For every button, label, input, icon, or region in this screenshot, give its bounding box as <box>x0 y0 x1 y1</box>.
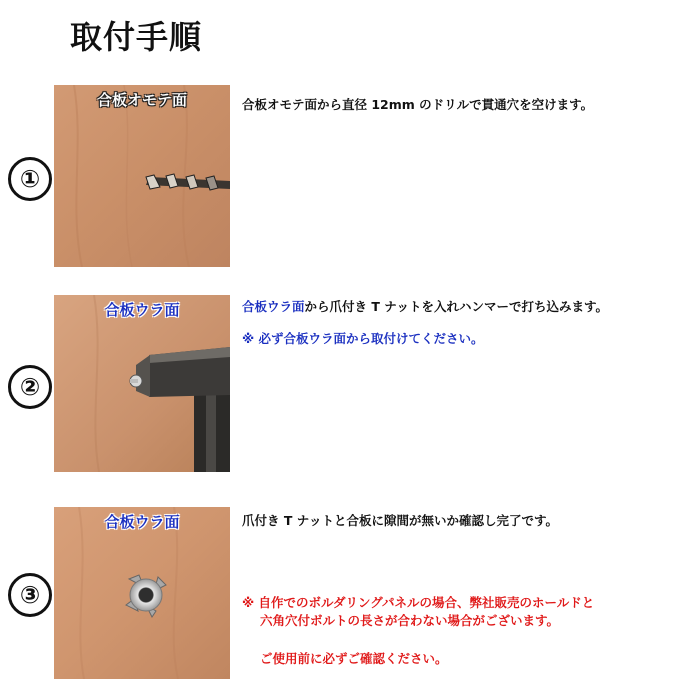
step-2-highlight: 合板ウラ面 <box>242 299 305 314</box>
step-3-instruction: 爪付き T ナットと合板に隙間が無いか確認し完了です。 <box>242 513 558 528</box>
step-2-number: ② <box>8 365 52 409</box>
step-2-instruction <box>242 298 694 316</box>
step-1-photo-label: 合板オモテ面 <box>96 91 187 109</box>
hammer-photo <box>54 295 230 472</box>
step-3-warning-line2: 六角穴付ボルトの長さが合わない場合がございます。 <box>260 613 560 628</box>
step-3-photo <box>54 507 230 679</box>
step-1-photo <box>54 85 230 267</box>
step-3-warning-line1: ※ 自作でのボルダリングパネルの場合、弊社販売のホールドと <box>242 595 595 610</box>
t-nut-icon <box>130 375 142 387</box>
installed-t-nut-photo <box>54 507 230 679</box>
step-3-photo-label: 合板ウラ面 <box>104 513 180 531</box>
step-3-number: ③ <box>8 573 52 617</box>
step-2-text: から爪付き T ナットを入れハンマーで打ち込みます。 <box>304 299 608 314</box>
step-1-instruction: 合板オモテ面から直径 12mm のドリルで貫通穴を空けます。 <box>242 97 594 112</box>
page-title: 取付手順 <box>70 18 203 56</box>
step-3-warning-line3: ご使用前に必ずご確認ください。 <box>260 651 448 666</box>
step-2-note: ※ 必ず合板ウラ面から取付けてください。 <box>242 331 484 346</box>
step-1-number: ① <box>8 157 52 201</box>
step-2-photo-label: 合板ウラ面 <box>104 301 180 319</box>
drill-bit-photo <box>54 85 230 267</box>
step-2-photo <box>54 295 230 472</box>
